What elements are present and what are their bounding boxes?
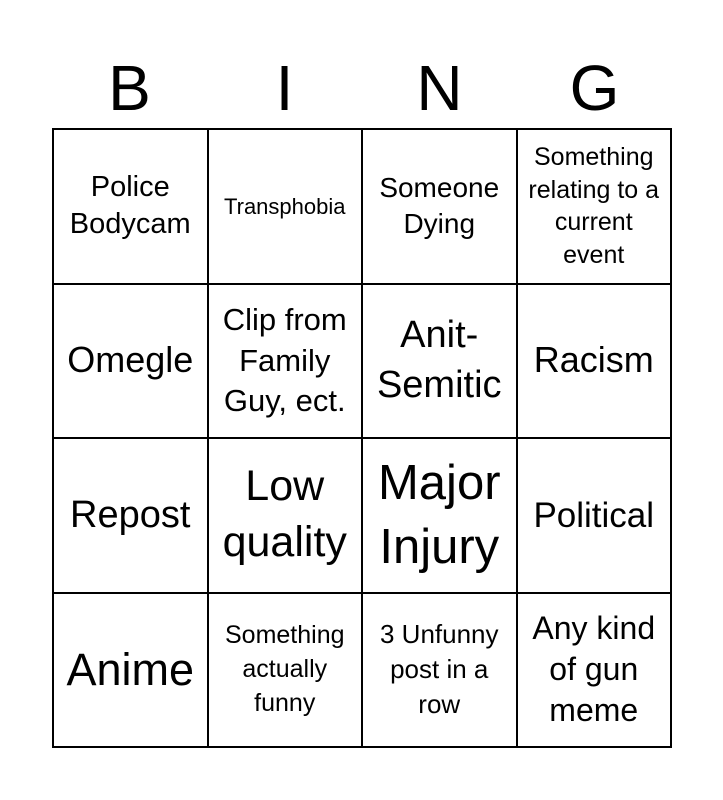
bingo-header xyxy=(52,48,672,128)
bingo-cell[interactable] xyxy=(54,285,209,440)
bingo-cell-label: Police Bodycam xyxy=(69,170,191,241)
bingo-cell-label: 3 Unfunny post in a row xyxy=(379,619,499,720)
bingo-cell[interactable] xyxy=(518,130,673,285)
bingo-cell-label: Something relating to a current event xyxy=(528,143,660,269)
bingo-cell[interactable] xyxy=(363,130,518,285)
bingo-cell-label: Major Injury xyxy=(377,455,501,575)
bingo-cell-label: Low quality xyxy=(222,462,347,567)
bingo-cell-label: Anit-Semitic xyxy=(376,314,502,406)
bingo-cell-label: Transphobia xyxy=(224,193,346,219)
bingo-cell[interactable] xyxy=(54,594,209,749)
bingo-cell[interactable] xyxy=(209,285,364,440)
header-letter-i: I xyxy=(275,52,294,124)
bingo-cell-label: Clip from Family Guy, ect. xyxy=(222,302,347,418)
bingo-cell[interactable] xyxy=(209,439,364,594)
bingo-cell-label: Someone Dying xyxy=(379,171,500,240)
bingo-cell-label: Political xyxy=(533,495,655,535)
bingo-cell[interactable] xyxy=(209,130,364,285)
bingo-cell[interactable] xyxy=(518,439,673,594)
bingo-cell[interactable] xyxy=(54,439,209,594)
header-letter-b: B xyxy=(108,52,151,124)
header-letter-n: N xyxy=(416,52,463,124)
header-letter-g: G xyxy=(569,52,620,124)
bingo-cell[interactable] xyxy=(518,594,673,749)
bingo-cell[interactable] xyxy=(363,285,518,440)
bingo-cell-label: Racism xyxy=(533,339,654,381)
bingo-cell[interactable] xyxy=(363,594,518,749)
bingo-cell[interactable] xyxy=(363,439,518,594)
bingo-cell[interactable] xyxy=(518,285,673,440)
bingo-cell-label: Omegle xyxy=(67,339,194,381)
bingo-cell-label: Repost xyxy=(70,493,191,536)
bingo-cell-label: Something actually funny xyxy=(224,621,345,717)
bingo-cell[interactable] xyxy=(209,594,364,749)
bingo-cell-label: Any kind of gun meme xyxy=(532,610,656,729)
bingo-cell[interactable] xyxy=(54,130,209,285)
bingo-cell-label: Anime xyxy=(66,643,195,695)
bingo-board xyxy=(52,128,672,748)
